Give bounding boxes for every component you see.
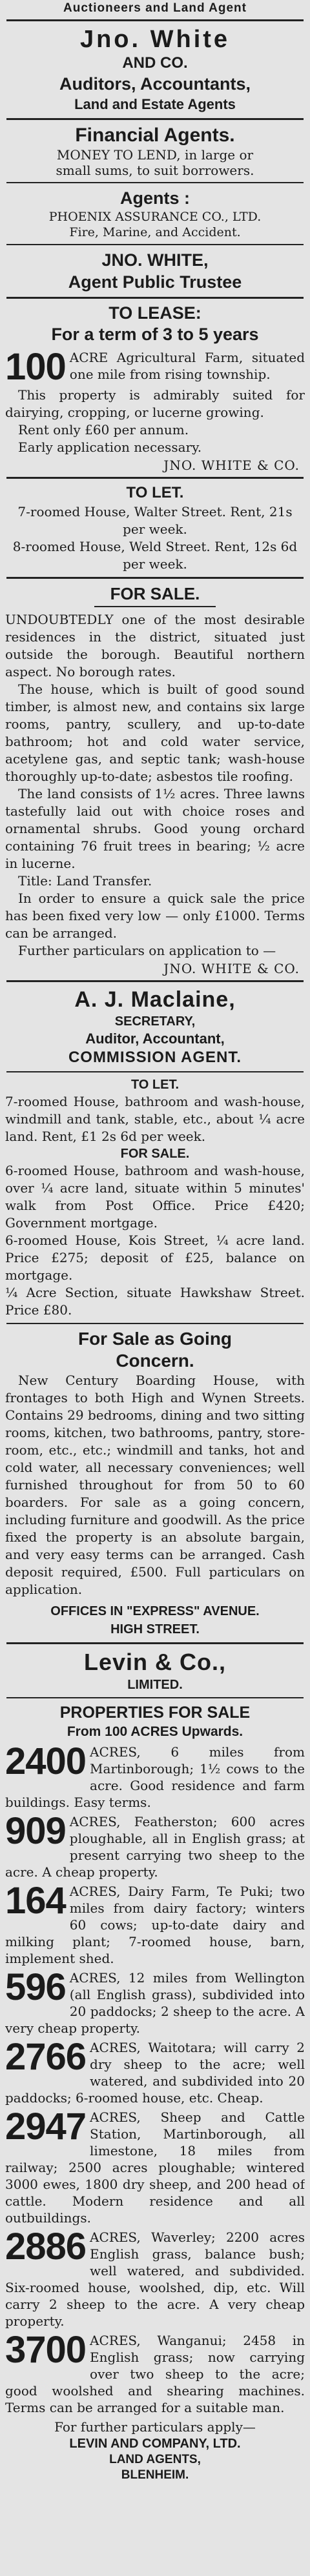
- property-description: ACRES, 12 miles from Wellington (all English grass), subdivided into 20 paddocks; 2 sheep to the acre. A very cheap property.: [5, 1970, 305, 2036]
- firm-role-2: Land and Estate Agents: [74, 96, 236, 112]
- levin-property-list: [4, 1744, 306, 2416]
- property-listing: [5, 1883, 305, 1967]
- levin-section: [4, 1648, 306, 2483]
- maclaine-title-1: SECRETARY,: [114, 1014, 196, 1029]
- acreage-number: 596: [5, 1969, 66, 2008]
- maclaine-sale-1: 6-roomed House, bathroom and wash-house, over ¼ acre land, situate within 5 minutes' walk from Post Office. Price £420; Government mortgage.: [5, 1163, 305, 1231]
- divider: [6, 1323, 304, 1324]
- maclaine-sale-2: 6-roomed House, Kois Street, ¼ acre land. Price £275; deposit of £25, balance on mortgage.: [5, 1233, 305, 1283]
- firm-role: Auditors, Accountants,: [59, 74, 251, 94]
- to-let-line-2: 8-roomed House, Weld Street. Rent, 12s 6d per week.: [12, 539, 298, 572]
- going-body: New Century Boarding House, with frontages to both High and Wynen Streets. Contains 29 bedrooms, dining and two sitting rooms, kitchen, two bathrooms, pantry, store-room, etc., etc.; windmill and tanks, hot and cold water, all necessary conveniences; well furnished throughout for from 50 to 60 boarders. For sale as a going concern, including furniture and goodwill. As the price fixed the property is an absolute bargain, and very easy terms can be arranged. Cash deposit required, £500. Full particulars on application.: [5, 1373, 305, 1597]
- property-description: ACRES, 6 miles from Martinborough; 1½ cows to the acre. Good residence and farm buildings. Easy terms.: [5, 1744, 305, 1810]
- to-let-section: [4, 483, 306, 573]
- divider: [6, 19, 304, 21]
- levin-heading-2: From 100 ACRES Upwards.: [67, 1724, 243, 1739]
- for-sale-title: Title: Land Transfer.: [18, 873, 152, 889]
- property-listing: [5, 2039, 305, 2106]
- levin-footer-3: LAND AGENTS,: [109, 2453, 201, 2466]
- header-title: Auctioneers and Land Agent: [63, 1, 247, 15]
- for-sale-heading: FOR SALE.: [110, 584, 200, 603]
- property-listing: [5, 1813, 305, 1880]
- maclaine-name: A. J. Maclaine,: [74, 987, 236, 1012]
- for-sale-signature: JNO. WHITE & CO.: [163, 961, 300, 976]
- for-sale-section: [4, 583, 306, 976]
- property-description: ACRES, Sheep and Cattle Station, Martinborough, all limestone, 18 miles from railway; 2500 acres ploughable; wintered 3000 ewes, 1800 dry sheep, and 200 head of cattle. Modern residence and all outbuildings.: [5, 2109, 305, 2226]
- divider: [6, 1697, 304, 1698]
- to-lease-listing: [5, 349, 305, 384]
- maclaine-to-let-heading: TO LET.: [130, 1078, 180, 1092]
- property-description: ACRES, Wanganui; 2458 in English grass; now carrying over two sheep to the acre; good woolshed and shearing machines. Terms can be arranged for a suitable man.: [5, 2333, 305, 2415]
- property-description: ACRES, Featherston; 600 acres ploughable, all in English grass; at present carrying two sheep to the acre. A cheap property.: [5, 1814, 305, 1880]
- going-heading-1: For Sale as Going: [78, 1329, 232, 1349]
- levin-footer-2: LEVIN AND COMPANY, LTD.: [69, 2437, 241, 2451]
- property-listing: [5, 2109, 305, 2226]
- to-lease-subheading: For a term of 3 to 5 years: [51, 325, 259, 344]
- property-description: ACRES, Waitotara; will carry 2 dry sheep to the acre; well watered, and subdivided into 20 paddocks; 6-roomed house, etc. Cheap.: [5, 2040, 305, 2106]
- for-sale-p4: In order to ensure a quick sale the price has been fixed very low — only £1000. Terms can be arranged.: [5, 891, 305, 941]
- acreage-number: 2886: [5, 2229, 87, 2268]
- for-sale-p5: Further particulars on application to —: [18, 943, 276, 958]
- property-description: ACRES, Dairy Farm, Te Puki; two miles from dairy factory; winters 60 cows; up-to-date dairy and milking plant; 7-roomed house, barn, implement shed.: [5, 1884, 305, 1966]
- agents-heading: Agents :: [120, 188, 190, 208]
- financial-heading: Financial Agents.: [75, 125, 235, 146]
- divider: [6, 980, 304, 982]
- to-let-line-1: 7-roomed House, Walter Street. Rent, 21s per week.: [17, 504, 293, 537]
- to-lease-first: ACRE Agricultural Farm, situated one mile from rising township.: [69, 350, 305, 382]
- financial-line-2: small sums, to suit borrowers.: [56, 163, 254, 178]
- maclaine-section: [4, 986, 306, 1638]
- property-listing: [5, 2332, 305, 2416]
- acreage-number: 164: [5, 1883, 66, 1922]
- maclaine-title-3: COMMISSION AGENT.: [68, 1049, 242, 1066]
- divider: [6, 297, 304, 299]
- divider: [6, 1071, 304, 1072]
- to-lease-signature: JNO. WHITE & CO.: [163, 458, 300, 473]
- divider: [6, 577, 304, 579]
- maclaine-title-2: Auditor, Accountant,: [85, 1031, 225, 1047]
- property-listing: [5, 2229, 305, 2329]
- divider: [6, 1642, 304, 1644]
- for-sale-p1: UNDOUBTEDLY one of the most desirable residences in the district, situated just outside the borough. Beautiful northern aspect. No borough rates.: [5, 612, 305, 679]
- trustee-line-2: Agent Public Trustee: [68, 272, 242, 292]
- property-description: ACRES, Waverley; 2200 acres English grass, balance bush; well watered, and subdivided. Six-roomed house, woolshed, dip, etc. Will carry 2 sheep to the acre. A very cheap property.: [5, 2229, 305, 2329]
- to-lease-body: This property is admirably suited for dairying, cropping, or lucerne growing.: [5, 387, 305, 420]
- acreage-number: 100: [5, 349, 66, 384]
- acreage-number: 2947: [5, 2109, 87, 2148]
- acreage-number: 2400: [5, 1744, 87, 1782]
- acreage-number: 3700: [5, 2332, 87, 2371]
- levin-limited: LIMITED.: [127, 1678, 183, 1692]
- for-sale-p2: The house, which is built of good sound timber, is almost new, and contains six large rooms, pantry, scullery, and up-to-date bathroom; hot and cold water service, acetylene gas, and septic tank; wash-house thoroughly up-to-date; asbestos tile roofing.: [5, 681, 305, 784]
- trustee-line-1: JNO. WHITE,: [101, 250, 209, 270]
- property-listing: [5, 1744, 305, 1811]
- for-sale-p3: The land consists of 1½ acres. Three lawns tastefully laid out with choice roses and ornamental shrubs. Good young orchard containing 76 fruit trees in bearing; ½ acre in lucerne.: [5, 786, 305, 871]
- firm-and-co: AND CO.: [122, 54, 188, 72]
- levin-footer-1: For further particulars apply—: [54, 2419, 256, 2435]
- divider: [6, 244, 304, 245]
- jno-white-card: [4, 25, 306, 114]
- agents-section: [4, 187, 306, 240]
- to-lease-rent: Rent only £60 per annum.: [18, 422, 189, 438]
- offices-line-2: HIGH STREET.: [110, 1622, 200, 1636]
- header-strip: [4, 0, 306, 15]
- financial-section: [4, 124, 306, 178]
- maclaine-sale-3: ¼ Acre Section, situate Hawkshaw Street. Price £80.: [5, 1285, 305, 1318]
- agents-line-2: Fire, Marine, and Accident.: [69, 225, 241, 239]
- going-heading-2: Concern.: [116, 1351, 194, 1371]
- maclaine-for-sale-heading: FOR SALE.: [120, 1147, 190, 1161]
- property-listing: [5, 1969, 305, 2037]
- divider: [6, 477, 304, 479]
- acreage-number: 909: [5, 1813, 66, 1852]
- levin-name: Levin & Co.,: [83, 1649, 227, 1675]
- firm-name: Jno. White: [79, 26, 231, 53]
- agents-line-1: PHOENIX ASSURANCE CO., LTD.: [48, 210, 262, 224]
- trustee-section: [4, 249, 306, 293]
- to-lease-section: [4, 303, 306, 473]
- offices-line-1: OFFICES IN "EXPRESS" AVENUE.: [50, 1604, 260, 1618]
- to-lease-early: Early application necessary.: [18, 439, 202, 455]
- to-let-heading: TO LET.: [126, 484, 184, 501]
- divider: [94, 606, 216, 607]
- levin-footer-4: BLENHEIM.: [121, 2468, 189, 2482]
- divider: [6, 118, 304, 120]
- divider: [6, 182, 304, 183]
- financial-line-1: MONEY TO LEND, in large or: [56, 147, 254, 163]
- maclaine-to-let-body: 7-roomed House, bathroom and wash-house, windmill and tank, stable, etc., about ¼ acre land. Rent, £1 2s 6d per week.: [5, 1094, 305, 1144]
- to-lease-heading: TO LEASE:: [108, 303, 202, 323]
- acreage-number: 2766: [5, 2039, 87, 2078]
- levin-heading-1: PROPERTIES FOR SALE: [59, 1704, 251, 1722]
